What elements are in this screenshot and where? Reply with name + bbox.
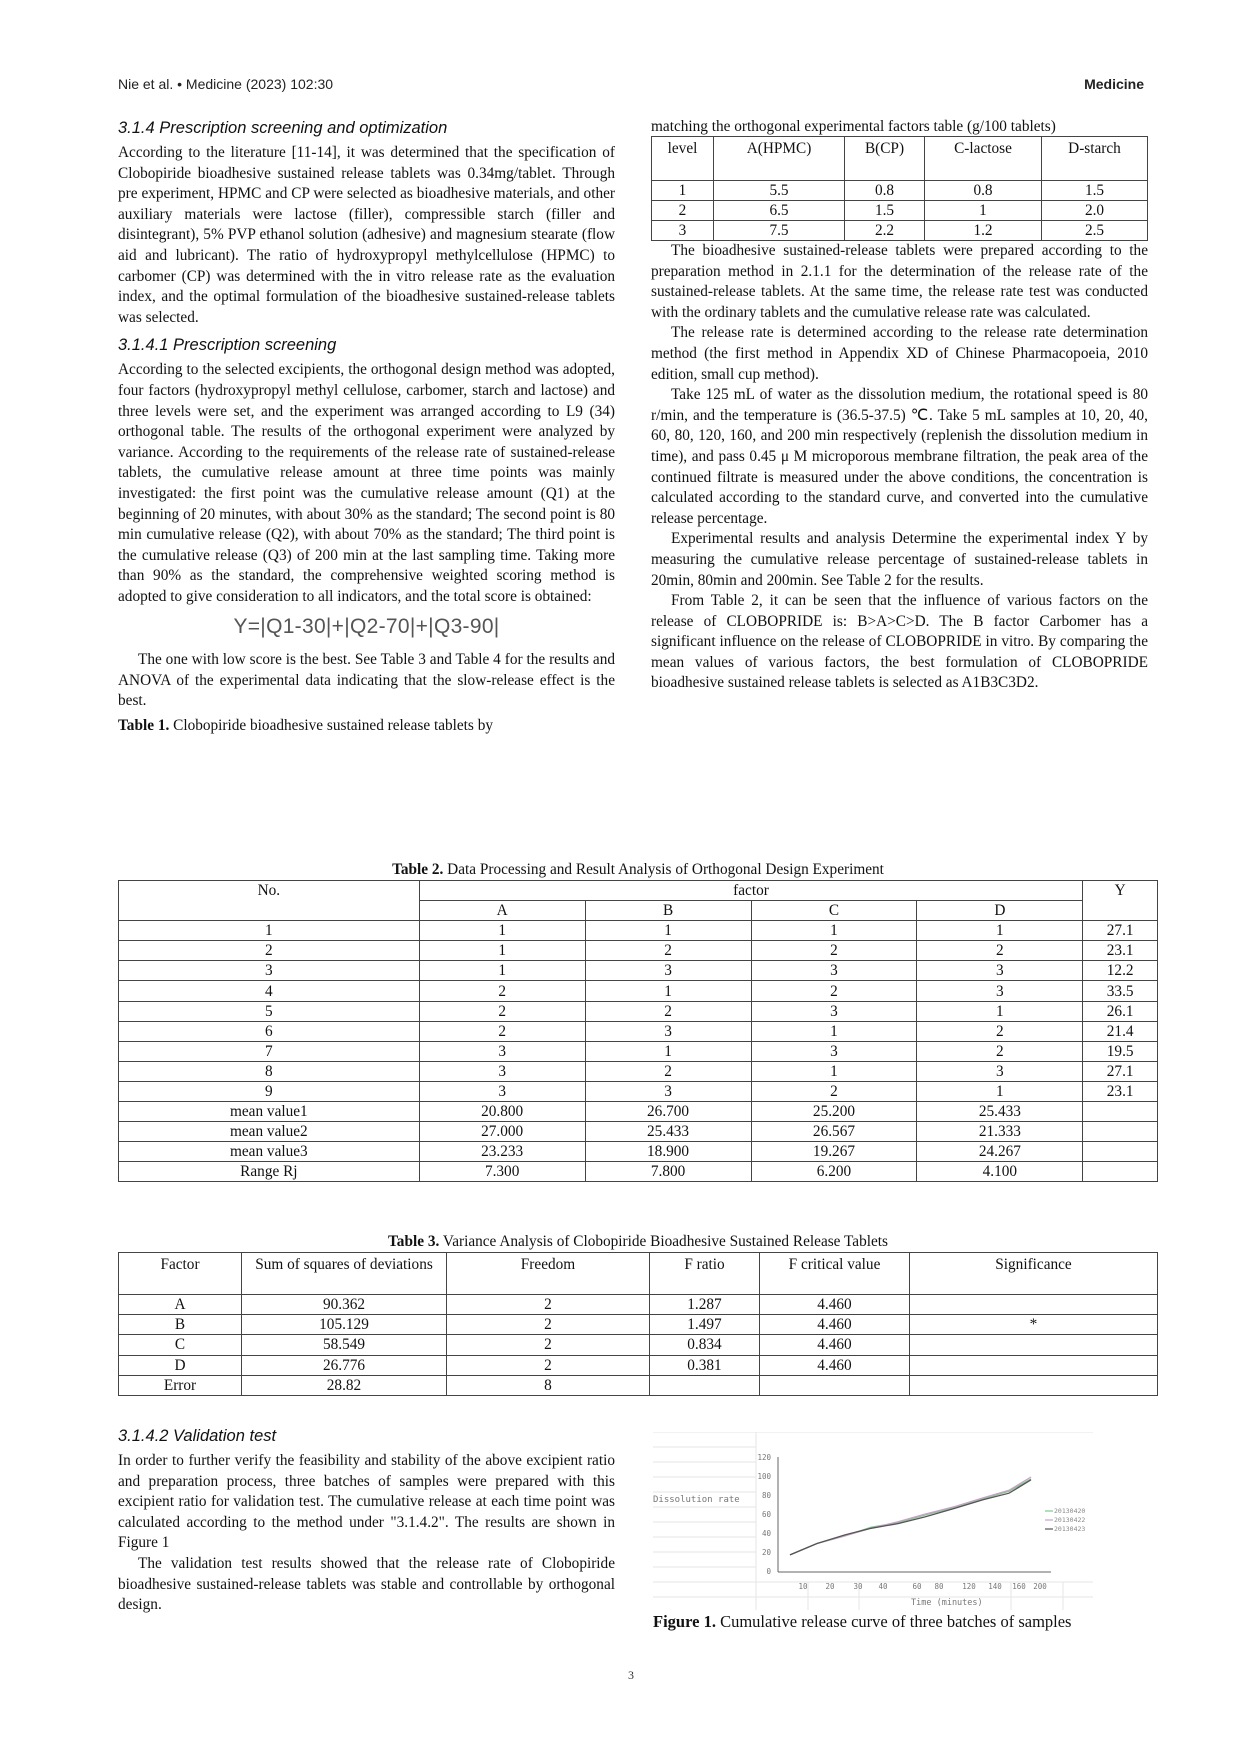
table2-cell: 26.700 [585, 1102, 751, 1122]
table3-cell: 8 [447, 1375, 650, 1395]
table1-cell: 1.5 [845, 201, 925, 221]
table1-caption-text: Clobopiride bioadhesive sustained release tablets by [169, 716, 493, 734]
score-formula: Y=|Q1-30|+|Q2-70|+|Q3-90| [233, 615, 500, 639]
table1-cell: 0.8 [925, 181, 1042, 201]
table3-cell: 90.362 [242, 1295, 447, 1315]
y-axis-ticks [757, 1453, 771, 1576]
paragraph-3-1-4-1: According to the selected excipients, the orthogonal design method was adopted, four factors (hydroxypropyl methyl cellulose, carbomer, starch and lactose) and three levels were set, and the experiment was arranged according to L9 (34) orthogonal table. The results of the orthogonal experiment were analyzed by variance. According to the requirements of the release rate of sustained-release tablets, the cumulative release amount at three time points was mainly investigated: the first point was the cumulative release amount (Q1) at the beginning of 20 minutes, with about 30% as the standard; The second point is 80 min cumulative release (Q2), with about 70% as the standard; The third point is the cumulative release (Q3) of 200 min at the last sampling time. Taking more than 90% as the standard, the comprehensive weighted scoring method is adopted to give consideration to all indicators, and the total score is obtained: [118, 361, 615, 605]
table3-cell: A [119, 1295, 242, 1315]
table3-cell: Error [119, 1375, 242, 1395]
svg-text:60: 60 [761, 1510, 771, 1519]
table2-cell: 24.267 [917, 1142, 1083, 1162]
svg-text:20: 20 [761, 1548, 771, 1557]
table1-cell: 2 [652, 201, 714, 221]
table2-cell: 1 [419, 941, 585, 961]
table1-row [652, 181, 1148, 201]
table3-row-error [119, 1375, 1158, 1395]
table2-cell: 20.800 [419, 1102, 585, 1122]
table2-header-row [119, 881, 1158, 901]
table2-header-factor-c: C [751, 901, 917, 921]
table3-header-row [119, 1253, 1158, 1295]
table2-cell: 2 [419, 981, 585, 1001]
table3-cell: 4.460 [760, 1315, 910, 1335]
table2-cell: 26.1 [1083, 1001, 1158, 1021]
table1-row [652, 221, 1148, 241]
table2-cell [1083, 1122, 1158, 1142]
table1-cell: 2.5 [1042, 221, 1148, 241]
svg-text:140: 140 [988, 1582, 1002, 1591]
table2-header-factor-b: B [585, 901, 751, 921]
svg-text:30: 30 [853, 1582, 863, 1591]
table2-cell: 1 [751, 921, 917, 941]
series-line-1 [790, 1479, 1031, 1555]
figure1-caption-label: Figure 1. [653, 1612, 716, 1631]
table1-cell: 2.0 [1042, 201, 1148, 221]
figure1-caption [653, 1612, 1071, 1632]
table2-row [119, 941, 1158, 961]
table2-cell: 3 [585, 1021, 751, 1041]
table2-cell: 27.1 [1083, 921, 1158, 941]
table2-cell: 23.233 [419, 1142, 585, 1162]
table2-cell: 7.800 [585, 1162, 751, 1182]
running-header-journal: Medicine [1084, 76, 1144, 92]
right-column [651, 117, 1148, 694]
table3-caption-text: Variance Analysis of Clobopiride Bioadhesive Sustained Release Tablets [439, 1233, 888, 1250]
table2-cell: Range Rj [119, 1162, 420, 1182]
validation-section [118, 1425, 615, 1616]
table2-cell: 3 [419, 1081, 585, 1101]
figure1-chart [653, 1432, 1098, 1610]
chart-axes [778, 1457, 1051, 1572]
left-column [118, 117, 615, 736]
table2-cell: mean value3 [119, 1142, 420, 1162]
table2-row [119, 961, 1158, 981]
table2-caption-text: Data Processing and Result Analysis of Orthogonal Design Experiment [443, 861, 884, 878]
table2-cell: 3 [751, 961, 917, 981]
table3-cell [910, 1375, 1158, 1395]
table1-header-row [652, 137, 1148, 181]
table2-row [119, 1021, 1158, 1041]
svg-text:0: 0 [766, 1567, 771, 1576]
chart-series [790, 1477, 1031, 1555]
table3-cell: B [119, 1315, 242, 1335]
section-heading-3-1-4: 3.1.4 Prescription screening and optimization [118, 119, 448, 137]
table2-caption [118, 860, 1158, 880]
table2-cell: 5 [119, 1001, 420, 1021]
table2-header-factor-d: D [917, 901, 1083, 921]
svg-text:120: 120 [757, 1453, 771, 1462]
table2-cell: 1 [751, 1061, 917, 1081]
table2-cell: 2 [585, 1061, 751, 1081]
table3-cell: 28.82 [242, 1375, 447, 1395]
table1-cell: 6.5 [714, 201, 845, 221]
table3-header-cell: F critical value [760, 1253, 910, 1295]
table2-cell: 2 [751, 1081, 917, 1101]
table1-row [652, 201, 1148, 221]
table2-cell: 27.000 [419, 1122, 585, 1142]
svg-text:160: 160 [1012, 1582, 1026, 1591]
table3-cell: 0.381 [650, 1355, 760, 1375]
table2-row-mean2 [119, 1122, 1158, 1142]
table2-cell [1083, 1142, 1158, 1162]
table2-row-mean1 [119, 1102, 1158, 1122]
table3-row [119, 1315, 1158, 1335]
table2-cell: 3 [419, 1041, 585, 1061]
table2-cell: 1 [419, 961, 585, 981]
table2-row [119, 921, 1158, 941]
table3-cell: 105.129 [242, 1315, 447, 1335]
table2-cell: 3 [419, 1061, 585, 1081]
table2-cell: 2 [751, 941, 917, 961]
table2-cell: 33.5 [1083, 981, 1158, 1001]
table3-header-cell: F ratio [650, 1253, 760, 1295]
table1-cell: 0.8 [845, 181, 925, 201]
table2-cell: 2 [917, 1041, 1083, 1061]
release-curve-chart [653, 1432, 1098, 1610]
table2-cell: 21.333 [917, 1122, 1083, 1142]
table2-row [119, 1061, 1158, 1081]
table2-row [119, 1001, 1158, 1021]
table2-cell: 27.1 [1083, 1061, 1158, 1081]
table3-cell: 2 [447, 1295, 650, 1315]
table1-cell: 2.2 [845, 221, 925, 241]
table3-row [119, 1295, 1158, 1315]
table3-cell: 2 [447, 1335, 650, 1355]
table2-cell: mean value2 [119, 1122, 420, 1142]
table2-cell: 25.433 [917, 1102, 1083, 1122]
table2-cell: 4 [119, 981, 420, 1001]
table2-cell: 6 [119, 1021, 420, 1041]
table3-header-cell: Sum of squares of deviations [242, 1253, 447, 1295]
table1-header-cell: A(HPMC) [714, 137, 845, 181]
table3-header-cell: Factor [119, 1253, 242, 1295]
table2-cell: 2 [419, 1021, 585, 1041]
table2-cell: 4.100 [917, 1162, 1083, 1182]
svg-text:120: 120 [962, 1582, 976, 1591]
paragraph-table2-analysis: From Table 2, it can be seen that the influence of various factors on the release of CLOBOPRIDE is: B>A>C>D. The B factor Carbomer has a significant influence on the release of CLOBOPRIDE in vitro. By comparing the mean values of various factors, the best formulation of CLOBOPRIDE bioadhesive sustained release tablets is selected as A1B3C3D2. [651, 592, 1148, 692]
table2-cell: 3 [751, 1001, 917, 1021]
table2-header-factor-a: A [419, 901, 585, 921]
table1-header-cell: D-starch [1042, 137, 1148, 181]
table2-row [119, 1041, 1158, 1061]
legend-label-series-3: 20130423 [1054, 1525, 1086, 1533]
table3-header-cell: Freedom [447, 1253, 650, 1295]
paragraph-release-method: The release rate is determined according to the release rate determination method (the first method in Appendix XD of Chinese Pharmacopoeia, 2010 edition, small cup method). [651, 324, 1148, 383]
legend-label-series-1: 20130420 [1054, 1507, 1086, 1515]
paragraph-3-1-4: According to the literature [11-14], it was determined that the specification of Clobopiride bioadhesive sustained release tablets was 0.34mg/tablet. Through pre experiment, HPMC and CP were selected as bioadhesive materials, and other auxiliary materials were lactose (filler), compressible starch (filler and disintegrant), 5% PVP ethanol solution (adhesive) and magnesium stearate (flow aid and lubricant). The ratio of hydroxypropyl methylcellulose (HPMC) to carbomer (CP) was determined with the in vitro release rate as the evaluation index, and the optimal formulation of the bioadhesive sustained-release tablets was selected. [118, 144, 615, 326]
table2-cell: 3 [751, 1041, 917, 1061]
legend-label-series-2: 20130422 [1054, 1516, 1086, 1524]
table1-cell: 1 [652, 181, 714, 201]
paragraph-dissolution-conditions: Take 125 mL of water as the dissolution medium, the rotational speed is 80 r/min, and the temperature is (36.5-37.5) ℃. Take 5 mL samples at 10, 20, 40, 60, 80, 120, 160, and 200 min respectively (replenish the dissolution medium in time), and pass 0.45 μ M microporous membrane filtration, the peak area of the continued filtrate is measured under the above conditions, the concentration is calculated according to the standard curve, and converted into the cumulative release percentage. [651, 386, 1148, 527]
table2-cell: 1 [585, 1041, 751, 1061]
table2-cell: 1 [917, 921, 1083, 941]
table3-cell: D [119, 1355, 242, 1375]
table2-row-range [119, 1162, 1158, 1182]
table1-cell: 3 [652, 221, 714, 241]
table2-header-no: No. [119, 881, 420, 921]
table2-cell: 23.1 [1083, 1081, 1158, 1101]
x-axis-label: Time (minutes) [911, 1598, 983, 1608]
table1-caption-continued: matching the orthogonal experimental factors table (g/100 tablets) [651, 118, 1056, 135]
table3-caption-label: Table 3. [388, 1233, 440, 1250]
svg-text:80: 80 [934, 1582, 944, 1591]
table1-caption-label: Table 1. [118, 716, 170, 734]
table2-cell: 2 [119, 941, 420, 961]
table2-cell: 25.200 [751, 1102, 917, 1122]
table2-cell: 3 [585, 961, 751, 981]
table3-cell: 1.497 [650, 1315, 760, 1335]
section-heading-3-1-4-2: 3.1.4.2 Validation test [118, 1427, 277, 1445]
table2-cell: 3 [585, 1081, 751, 1101]
svg-text:200: 200 [1033, 1582, 1047, 1591]
table3-cell: 2 [447, 1315, 650, 1335]
section-heading-3-1-4-1: 3.1.4.1 Prescription screening [118, 336, 337, 355]
table2-row [119, 981, 1158, 1001]
series-line-2 [790, 1477, 1031, 1555]
paragraph-3-1-4-1-conclusion: The one with low score is the best. See Table 3 and Table 4 for the results and ANOVA of the experimental data indicating that the slow-release effect is the best. [118, 651, 615, 710]
table2-cell: 26.567 [751, 1122, 917, 1142]
x-axis-ticks [798, 1582, 1047, 1591]
table2-cell: 1 [585, 921, 751, 941]
table2-cell: 7.300 [419, 1162, 585, 1182]
table3-row [119, 1335, 1158, 1355]
table3-cell: 26.776 [242, 1355, 447, 1375]
table2-cell: 1 [119, 921, 420, 941]
table2-block [118, 860, 1158, 1182]
table2-row [119, 1081, 1158, 1101]
table1-header-cell: B(CP) [845, 137, 925, 181]
paragraph-validation-method: In order to further verify the feasibility and stability of the above excipient ratio and preparation process, three batches of samples were prepared with this excipient ratio for validation test. The cumulative release at each time point was calculated according to the method under "3.1.4.2". The results are shown in Figure 1 [118, 1452, 615, 1552]
table1-cell: 1.5 [1042, 181, 1148, 201]
table2-cell: 18.900 [585, 1142, 751, 1162]
table3-block [118, 1232, 1158, 1396]
table2-cell: 1 [917, 1081, 1083, 1101]
table2-cell: 1 [419, 921, 585, 941]
paragraph-validation-result: The validation test results showed that the release rate of Clobopiride bioadhesive sustained-release tablets was stable and controllable by orthogonal design. [118, 1554, 615, 1614]
table3-cell: 4.460 [760, 1355, 910, 1375]
table2-cell: 1 [751, 1021, 917, 1041]
page-number: 3 [628, 1668, 634, 1682]
svg-text:20: 20 [825, 1582, 835, 1591]
svg-text:10: 10 [798, 1582, 808, 1591]
figure1-caption-text: Cumulative release curve of three batches of samples [715, 1612, 1072, 1631]
table3-cell: 4.460 [760, 1295, 910, 1315]
table2-cell: 3 [917, 1061, 1083, 1081]
table2-cell [1083, 1102, 1158, 1122]
chart-legend [1045, 1507, 1085, 1533]
table2-cell: 23.1 [1083, 941, 1158, 961]
table2-cell: 25.433 [585, 1122, 751, 1142]
table2-cell: 2 [917, 941, 1083, 961]
table2-cell: 21.4 [1083, 1021, 1158, 1041]
table1-factors-levels [651, 136, 1148, 241]
table3-cell: 0.834 [650, 1335, 760, 1355]
table2-header-y: Y [1083, 881, 1158, 921]
table2-cell: 2 [419, 1001, 585, 1021]
svg-text:60: 60 [912, 1582, 922, 1591]
table1-cell: 7.5 [714, 221, 845, 241]
table2-cell: 19.5 [1083, 1041, 1158, 1061]
table2-cell: 3 [917, 961, 1083, 981]
table2-cell [1083, 1162, 1158, 1182]
table3-cell [910, 1295, 1158, 1315]
svg-text:40: 40 [761, 1529, 771, 1538]
table2-cell: 9 [119, 1081, 420, 1101]
table1-cell: 1.2 [925, 221, 1042, 241]
table3-cell [910, 1355, 1158, 1375]
table2-cell: 19.267 [751, 1142, 917, 1162]
table2-cell: 7 [119, 1041, 420, 1061]
table2-cell: 2 [585, 941, 751, 961]
table1-header-cell: level [652, 137, 714, 181]
spreadsheet-gridlines [653, 1432, 1093, 1610]
table1-cell: 1 [925, 201, 1042, 221]
table1-header-cell: C-lactose [925, 137, 1042, 181]
table2-cell: 1 [917, 1001, 1083, 1021]
table3-cell: C [119, 1335, 242, 1355]
table3-header-cell: Significance [910, 1253, 1158, 1295]
table3-cell [650, 1375, 760, 1395]
table2-cell: 2 [751, 981, 917, 1001]
svg-text:80: 80 [761, 1491, 771, 1500]
table3-variance-analysis [118, 1252, 1158, 1396]
table1-cell: 5.5 [714, 181, 845, 201]
table2-cell: 6.200 [751, 1162, 917, 1182]
running-header-citation: Nie et al. • Medicine (2023) 102:30 [118, 76, 334, 92]
svg-text:40: 40 [878, 1582, 888, 1591]
table2-cell: mean value1 [119, 1102, 420, 1122]
table2-cell: 3 [917, 981, 1083, 1001]
table1-caption [118, 716, 615, 737]
table3-cell [760, 1375, 910, 1395]
svg-text:100: 100 [757, 1472, 771, 1481]
paragraph-preparation: The bioadhesive sustained-release tablets were prepared according to the preparation method in 2.1.1 for the determination of the release rate of the sustained-release tablets. At the same time, the release rate test was conducted with the ordinary tablets and the cumulative release rate was calculated. [651, 242, 1148, 321]
table2-cell: 3 [119, 961, 420, 981]
table2-cell: 8 [119, 1061, 420, 1081]
table2-caption-label: Table 2. [392, 861, 444, 878]
table2-header-factor: factor [419, 881, 1083, 901]
table3-significance-cell: * [910, 1315, 1158, 1335]
table3-cell [910, 1335, 1158, 1355]
table3-cell: 2 [447, 1355, 650, 1375]
table2-orthogonal-results [118, 880, 1158, 1182]
table2-cell: 12.2 [1083, 961, 1158, 981]
table2-cell: 2 [917, 1021, 1083, 1041]
table3-cell: 58.549 [242, 1335, 447, 1355]
table3-row [119, 1355, 1158, 1375]
table2-row-mean3 [119, 1142, 1158, 1162]
table3-cell: 1.287 [650, 1295, 760, 1315]
series-line-3 [790, 1480, 1031, 1555]
paragraph-experimental-results: Experimental results and analysis Determine the experimental index Y by measuring the cumulative release percentage of sustained-release tablets in 20min, 80min and 200min. See Table 2 for the results. [651, 530, 1148, 589]
table2-cell: 1 [585, 981, 751, 1001]
table3-caption [118, 1232, 1158, 1252]
y-axis-label: Dissolution rate [653, 1495, 740, 1505]
table2-cell: 2 [585, 1001, 751, 1021]
table3-cell: 4.460 [760, 1335, 910, 1355]
